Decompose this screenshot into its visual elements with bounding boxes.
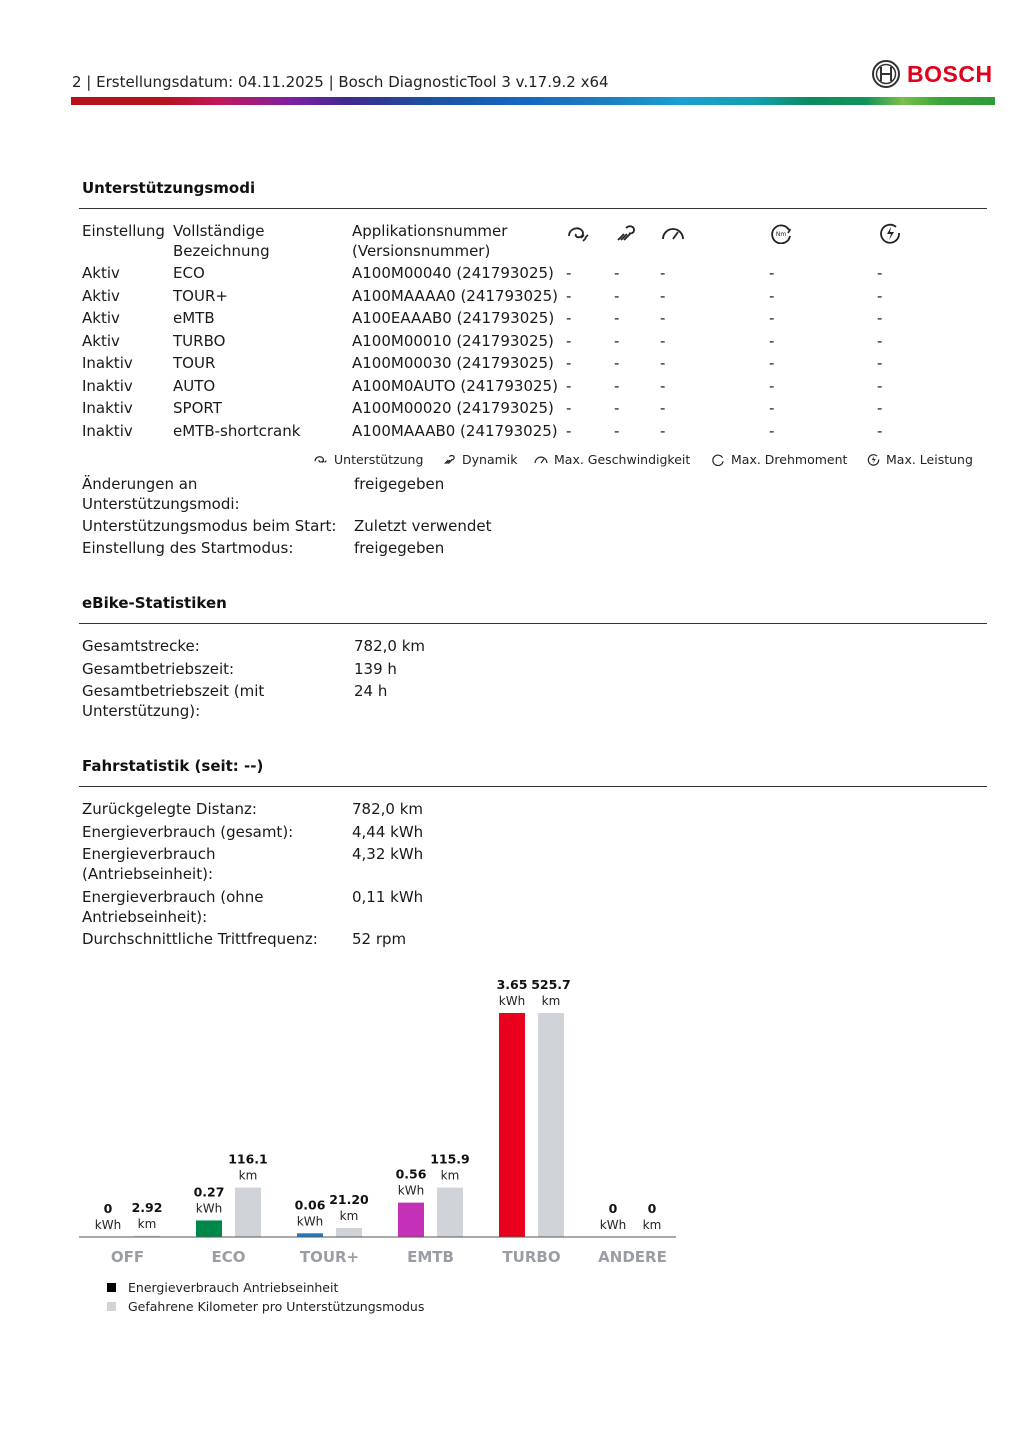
energy-drive-value: 4,32 kWh <box>352 845 424 863</box>
cell-v1: - <box>566 331 572 350</box>
total-distance-value: 782,0 km <box>354 637 426 655</box>
cell-v3: - <box>660 331 666 350</box>
changes-label-2: Unterstützungsmodi: <box>82 495 240 513</box>
cell-setting: Aktiv <box>82 286 120 305</box>
energy-other-value: 0,11 kWh <box>352 888 424 906</box>
data-label-km-unit: km <box>642 1218 662 1232</box>
col-header-app-2: (Versionsnummer) <box>352 242 491 260</box>
assist-runtime-label-1: Gesamtbetriebszeit (mit <box>82 682 265 700</box>
data-label-energy-unit: kWh <box>94 1218 122 1232</box>
cell-v3: - <box>660 264 666 282</box>
cell-v2: - <box>614 264 620 282</box>
cell-v2: - <box>614 331 620 350</box>
section-rule <box>79 623 987 624</box>
energy-drive-label-2: (Antriebseinheit): <box>82 865 213 883</box>
cell-setting: Aktiv <box>82 309 120 327</box>
data-label-km: 115.9 <box>430 1151 470 1167</box>
cell-v3: - <box>660 376 666 395</box>
cell-v5: - <box>877 376 883 395</box>
category-label: ANDERE <box>598 1248 667 1266</box>
bar-km <box>437 1188 463 1237</box>
dynamic-icon <box>614 222 640 244</box>
cell-app: A100M00030 (241793025) <box>352 354 554 372</box>
section-rule <box>79 208 987 209</box>
cell-setting: Inaktiv <box>82 399 133 417</box>
section-title-stats: eBike-Statistiken <box>82 594 227 612</box>
cell-v4: - <box>769 309 775 327</box>
total-distance-label: Gesamtstrecke: <box>82 637 200 655</box>
energy-other-label-1: Energieverbrauch (ohne <box>82 888 264 906</box>
data-label-energy: 0 <box>103 1201 113 1216</box>
data-label-energy: 0.27 <box>193 1184 225 1200</box>
max-speed-icon <box>660 222 686 244</box>
cell-setting: Aktiv <box>82 264 120 282</box>
cell-name: AUTO <box>173 376 216 395</box>
max-power-legend-icon <box>866 453 881 466</box>
bar-km <box>336 1228 362 1237</box>
category-label: ECO <box>211 1248 246 1266</box>
total-runtime-label: Gesamtbetriebszeit: <box>82 660 235 678</box>
data-label-energy-unit: kWh <box>296 1214 324 1229</box>
energy-total-value: 4,44 kWh <box>352 823 424 841</box>
cell-v4: - <box>769 421 775 440</box>
cell-name: SPORT <box>173 399 222 417</box>
cell-app: A100M00010 (241793025) <box>352 331 554 350</box>
data-label-energy: 0.56 <box>395 1166 427 1182</box>
cell-setting: Inaktiv <box>82 354 133 372</box>
cell-v5: - <box>877 286 883 305</box>
cell-v2: - <box>614 399 620 417</box>
assist-runtime-label-2: Unterstützung): <box>82 702 201 720</box>
category-label: TURBO <box>502 1248 561 1266</box>
max-torque-icon <box>769 222 795 244</box>
cell-v4: - <box>769 264 775 282</box>
category-label: EMTB <box>407 1248 454 1266</box>
bar-km <box>538 1013 564 1237</box>
brand-name: BOSCH <box>907 60 993 87</box>
cell-v1: - <box>566 354 572 372</box>
cell-v2: - <box>614 309 620 327</box>
cell-v5: - <box>877 354 883 372</box>
legend-label-energy: Energieverbrauch Antriebseinheit <box>128 1280 339 1295</box>
cell-v2: - <box>614 354 620 372</box>
cell-v5: - <box>877 264 883 282</box>
data-label-km-unit: km <box>339 1208 359 1223</box>
cell-setting: Inaktiv <box>82 376 133 395</box>
cell-v1: - <box>566 309 572 327</box>
torque-icon-text: Nm <box>775 231 787 238</box>
cell-v3: - <box>660 421 666 440</box>
data-label-km: 525.7 <box>531 977 571 992</box>
assist-runtime-value: 24 h <box>354 682 388 700</box>
ride-distance-value: 782,0 km <box>352 800 424 818</box>
energy-other-label-2: Antriebseinheit): <box>82 908 208 926</box>
cell-v1: - <box>566 399 572 417</box>
cell-v2: - <box>614 286 620 305</box>
cell-v1: - <box>566 376 572 395</box>
energy-drive-label-1: Energieverbrauch <box>82 845 216 863</box>
energy-total-label: Energieverbrauch (gesamt): <box>82 823 294 841</box>
header-color-band <box>71 97 995 105</box>
max-speed-legend-icon <box>533 453 549 466</box>
cell-v1: - <box>566 264 572 282</box>
cell-v5: - <box>877 421 883 440</box>
max-power-icon <box>877 222 903 244</box>
cell-name: TOUR+ <box>173 286 228 305</box>
cell-setting: Inaktiv <box>82 421 133 440</box>
data-label-energy-unit: kWh <box>195 1201 223 1216</box>
cell-v2: - <box>614 421 620 440</box>
bar-energy <box>297 1233 323 1237</box>
cell-v1: - <box>566 286 572 305</box>
legend-label-km: Gefahrene Kilometer pro Unterstützungsmodus <box>128 1299 425 1314</box>
cell-app: A100M00040 (241793025) <box>352 264 554 282</box>
data-label-km-unit: km <box>137 1216 157 1231</box>
cell-v3: - <box>660 309 666 327</box>
cell-name: TURBO <box>173 331 226 350</box>
cell-v3: - <box>660 399 666 417</box>
page-header-text: 2 | Erstellungsdatum: 04.11.2025 | Bosch DiagnosticTool 3 v.17.9.2 x64 <box>72 73 609 91</box>
changes-label-1: Änderungen an <box>82 475 198 493</box>
cadence-label: Durchschnittliche Trittfrequenz: <box>82 930 318 948</box>
data-label-energy-unit: kWh <box>599 1218 627 1232</box>
cell-app: A100EAAAB0 (241793025) <box>352 309 555 327</box>
cell-v2: - <box>614 376 620 395</box>
cell-v5: - <box>877 331 883 350</box>
cell-v4: - <box>769 331 775 350</box>
start-setting-value: freigegeben <box>354 539 445 557</box>
cell-app: A100M0AUTO (241793025) <box>352 376 558 395</box>
legend-max-torque: Max. Drehmoment <box>731 452 848 467</box>
start-mode-label: Unterstützungsmodus beim Start: <box>82 517 337 535</box>
data-label-km-unit: km <box>238 1168 258 1183</box>
cell-v4: - <box>769 376 775 395</box>
cell-v3: - <box>660 286 666 305</box>
section-rule <box>79 786 987 787</box>
legend-swatch-energy <box>107 1283 116 1292</box>
bar-energy <box>196 1220 222 1237</box>
data-label-energy-unit: kWh <box>397 1183 425 1198</box>
support-legend-icon <box>313 453 329 466</box>
ride-distance-label: Zurückgelegte Distanz: <box>82 800 257 818</box>
category-label: OFF <box>110 1248 145 1266</box>
cell-v4: - <box>769 354 775 372</box>
cell-name: eMTB <box>173 309 215 327</box>
data-label-km: 0 <box>647 1201 657 1216</box>
data-label-energy: 0.06 <box>294 1197 326 1213</box>
total-runtime-value: 139 h <box>354 660 397 678</box>
section-title-ride: Fahrstatistik (seit: --) <box>82 757 264 775</box>
bar-km <box>235 1188 261 1237</box>
bar-energy <box>499 1013 525 1237</box>
legend-swatch-km <box>107 1302 116 1311</box>
col-header-setting: Einstellung <box>82 222 165 240</box>
cadence-value: 52 rpm <box>352 930 407 948</box>
cell-v3: - <box>660 354 666 372</box>
cell-setting: Aktiv <box>82 331 120 350</box>
changes-value: freigegeben <box>354 475 445 493</box>
data-label-km-unit: km <box>541 994 561 1008</box>
cell-v1: - <box>566 421 572 440</box>
legend-dynamic: Dynamik <box>462 452 518 467</box>
legend-max-power: Max. Leistung <box>886 452 973 467</box>
data-label-km: 2.92 <box>131 1199 163 1215</box>
col-header-name-2: Bezeichnung <box>173 242 270 260</box>
cell-v5: - <box>877 399 883 417</box>
start-setting-label: Einstellung des Startmodus: <box>82 539 294 557</box>
dynamic-legend-icon <box>442 453 458 466</box>
data-label-km: 21.20 <box>329 1191 369 1207</box>
cell-v4: - <box>769 399 775 417</box>
bosch-logo <box>871 59 993 89</box>
cell-app: A100M00020 (241793025) <box>352 399 554 417</box>
data-label-energy: 3.65 <box>496 977 528 992</box>
legend-max-speed: Max. Geschwindigkeit <box>554 452 691 467</box>
cell-app: A100MAAAA0 (241793025) <box>352 286 559 305</box>
data-label-energy: 0 <box>608 1201 618 1216</box>
legend-support: Unterstützung <box>334 452 424 467</box>
cell-v5: - <box>877 309 883 327</box>
cell-app: A100MAAAB0 (241793025) <box>352 421 558 440</box>
support-icon <box>566 222 592 244</box>
max-torque-legend-icon <box>711 453 726 466</box>
cell-name: ECO <box>173 264 205 282</box>
cell-name: TOUR <box>173 354 216 372</box>
bosch-armature-icon <box>871 59 901 89</box>
data-label-km-unit: km <box>440 1168 460 1183</box>
col-header-name-1: Vollständige <box>173 222 265 240</box>
cell-name: eMTB-shortcrank <box>173 421 301 440</box>
data-label-energy-unit: kWh <box>498 994 526 1008</box>
data-label-km: 116.1 <box>228 1151 268 1167</box>
mode-bar-chart <box>70 960 690 1270</box>
col-header-app-1: Applikationsnummer <box>352 222 508 240</box>
start-mode-value: Zuletzt verwendet <box>354 517 492 535</box>
section-title-modes: Unterstützungsmodi <box>82 179 256 197</box>
bar-energy <box>398 1203 424 1237</box>
category-label: TOUR+ <box>299 1248 360 1266</box>
cell-v4: - <box>769 286 775 305</box>
